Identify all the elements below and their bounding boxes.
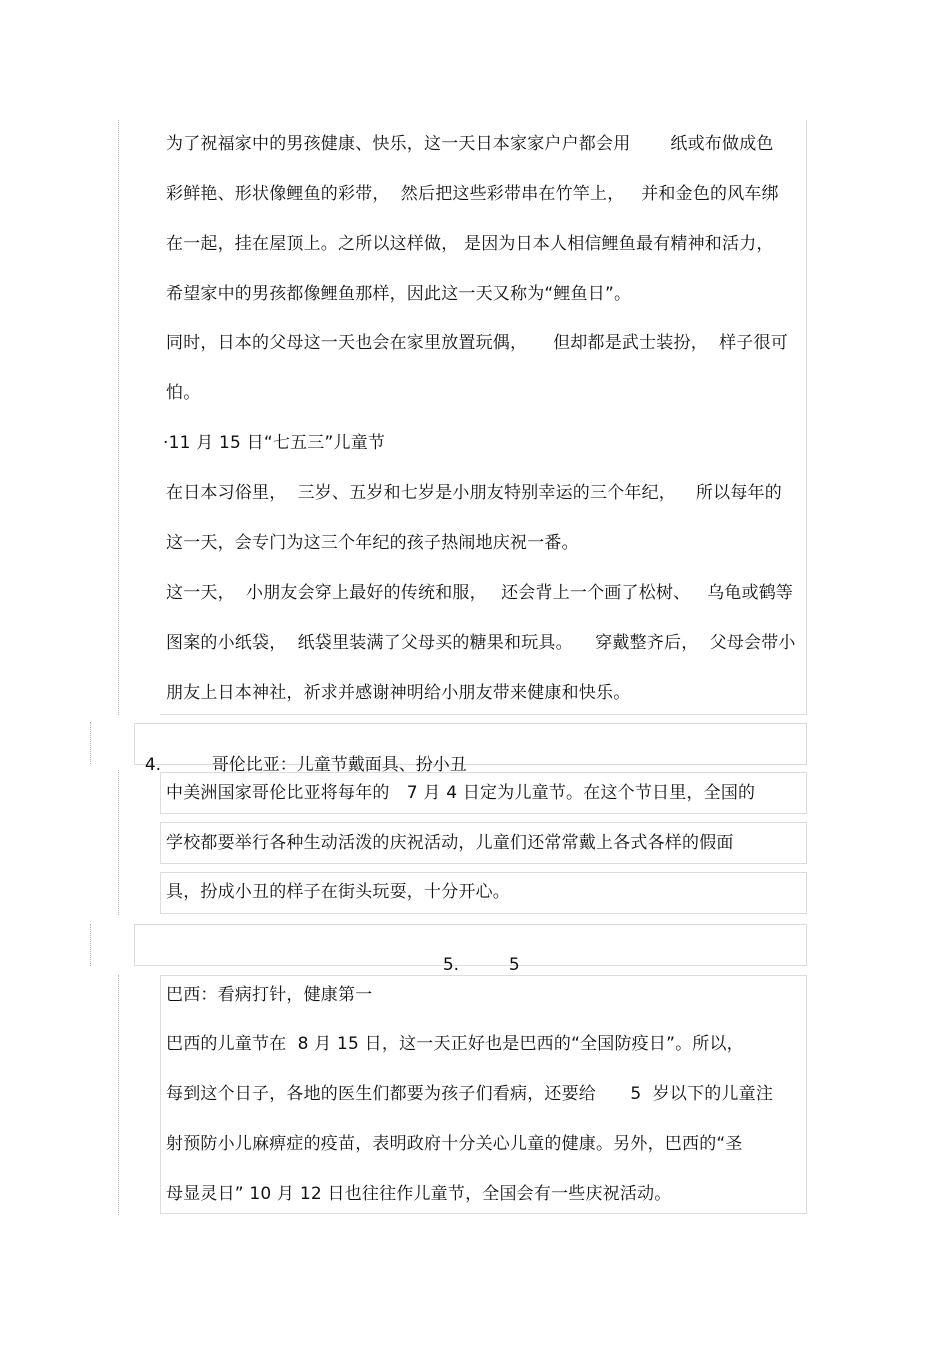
section-title: 巴西：看病打针，健康第一: [166, 985, 373, 1005]
paragraph-line: 学校都要举行各种生动活泼的庆祝活动，儿童们还常常戴上各式各样的假面: [166, 833, 734, 853]
paragraph-line: 中美洲国家哥伦比亚将每年的 7 月 4 日定为儿童节。在这个节日里，全国的: [166, 783, 756, 803]
paragraph-line: 这一天， 小朋友会穿上最好的传统和服， 还会背上一个画了松树、 乌龟或鹤等: [166, 583, 794, 603]
margin-guide: [90, 924, 91, 966]
section-number: 4.: [144, 755, 162, 775]
paragraph-line: 希望家中的男孩都像鲤鱼那样，因此这一天又称为“鲤鱼日”。: [166, 284, 632, 304]
margin-guide: [90, 722, 91, 764]
paragraph-line: 图案的小纸袋， 纸袋里装满了父母买的糖果和玩具。 穿戴整齐后， 父母会带小: [166, 633, 796, 653]
paragraph-line: 朋友上日本神社，祈求并感谢神明给小朋友带来健康和快乐。: [166, 683, 631, 703]
subheading-line: ·11 月 15 日“七五三”儿童节: [163, 433, 386, 453]
section-number: 5.: [442, 955, 460, 975]
paragraph-line: 在一起，挂在屋顶上。之所以这样做， 是因为日本人相信鲤鱼最有精神和活力，: [166, 234, 774, 254]
section-title: 哥伦比亚：儿童节戴面具、扮小丑: [211, 755, 467, 775]
paragraph-line: 巴西的儿童节在 8 月 15 日，这一天正好也是巴西的“全国防疫日”。所以，: [166, 1034, 744, 1054]
paragraph-line: 为了祝福家中的男孩健康、快乐，这一天日本家家户户都会用 纸或布做成色: [166, 134, 774, 154]
margin-guide: [118, 120, 119, 715]
paragraph-line: 同时，日本的父母这一天也会在家里放置玩偶， 但却都是武士装扮， 样子很可: [166, 333, 788, 353]
section-value: 5: [508, 955, 520, 975]
paragraph-line: 射预防小儿麻痹症的疫苗，表明政府十分关心儿童的健康。另外，巴西的“圣: [166, 1134, 743, 1154]
paragraph-line: 母显灵日” 10 月 12 日也往往作儿童节，全国会有一些庆祝活动。: [166, 1184, 672, 1204]
margin-guide: [118, 975, 119, 1215]
margin-guide: [118, 770, 119, 915]
paragraph-line: 每到这个日子，各地的医生们都要为孩子们看病，还要给 5 岁以下的儿童注: [166, 1084, 774, 1104]
section-heading-colombia: [134, 735, 467, 775]
section-heading-brazil: [432, 935, 520, 975]
paragraph-line: 彩鲜艳、形状像鲤鱼的彩带， 然后把这些彩带串在竹竿上， 并和金色的风车绑: [166, 184, 779, 204]
paragraph-line: 怕。: [166, 383, 201, 403]
paragraph-line: 具，扮成小丑的样子在街头玩耍，十分开心。: [166, 882, 510, 902]
paragraph-line: 这一天，会专门为这三个年纪的孩子热闹地庆祝一番。: [166, 533, 579, 553]
block-frame: [160, 120, 807, 714]
paragraph-line: 在日本习俗里， 三岁、五岁和七岁是小朋友特别幸运的三个年纪， 所以每年的: [166, 483, 782, 503]
